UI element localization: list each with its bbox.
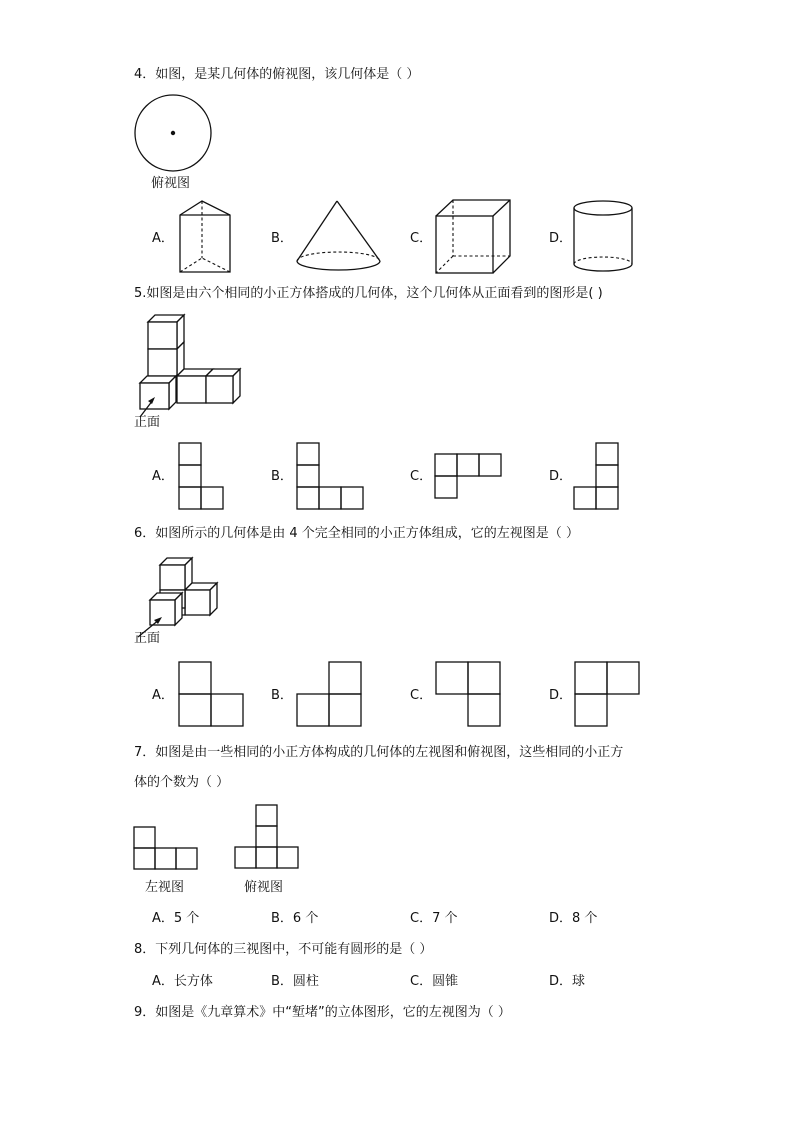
q5-option-d-figure[interactable]	[573, 442, 619, 510]
q8-stem: 8．下列几何体的三视图中，不可能有圆形的是（ ）	[134, 942, 433, 957]
q6-option-c-label[interactable]: C．	[410, 688, 433, 703]
q9-stem: 9．如图是《九章算术》中“堑堵”的立体图形，它的左视图为（ ）	[134, 1005, 511, 1020]
q7-stem-line1: 7．如图是由一些相同的小正方体构成的几何体的左视图和俯视图，这些相同的小正方	[134, 745, 624, 760]
q4-stem: 4．如图，是某几何体的俯视图，该几何体是（ ）	[134, 67, 420, 82]
q7-top-view	[234, 804, 300, 870]
q7-option-d[interactable]: D．8 个	[549, 911, 598, 926]
q6-stem: 6．如图所示的几何体是由 4 个完全相同的小正方体组成，它的左视图是（ ）	[134, 526, 579, 541]
q7-stem-line2: 体的个数为（ ）	[134, 775, 230, 790]
q6-option-b-label[interactable]: B．	[271, 688, 293, 703]
q5-option-b-label[interactable]: B．	[271, 469, 293, 484]
q6-option-c-figure[interactable]	[435, 661, 501, 727]
q6-option-a-label[interactable]: A．	[152, 688, 174, 703]
q4-option-a-label[interactable]: A．	[152, 231, 174, 246]
q7-option-c[interactable]: C．7 个	[410, 911, 458, 926]
q7-left-view	[133, 826, 199, 870]
q8-option-c[interactable]: C．圆锥	[410, 974, 459, 989]
q6-caption-front: 正面	[134, 631, 161, 646]
q5-stem: 5.如图是由六个相同的小正方体搭成的几何体，这个几何体从正面看到的图形是( )	[134, 286, 603, 301]
q7-option-a[interactable]: A．5 个	[152, 911, 200, 926]
q5-solid-six-cubes	[134, 310, 240, 410]
q6-option-a-figure[interactable]	[178, 661, 244, 727]
q8-option-b[interactable]: B．圆柱	[271, 974, 319, 989]
q4-option-c-label[interactable]: C．	[410, 231, 433, 246]
q7-caption-top-view: 俯视图	[244, 880, 284, 895]
q6-option-b-figure[interactable]	[296, 661, 362, 727]
q4-option-a-triangular-prism[interactable]	[178, 199, 233, 275]
q5-caption-front: 正面	[134, 415, 161, 430]
q4-option-b-cone[interactable]	[294, 198, 384, 276]
q4-caption: 俯视图	[151, 176, 191, 191]
q8-option-a[interactable]: A．长方体	[152, 974, 213, 989]
q5-option-c-figure[interactable]	[434, 453, 502, 499]
q4-option-b-label[interactable]: B．	[271, 231, 293, 246]
q8-option-d[interactable]: D．球	[549, 974, 586, 989]
q4-option-d-cylinder[interactable]	[572, 199, 636, 275]
q4-option-c-cube[interactable]	[433, 198, 513, 276]
q6-option-d-label[interactable]: D．	[549, 688, 573, 703]
q5-option-d-label[interactable]: D．	[549, 469, 573, 484]
q4-top-view-circle	[134, 94, 214, 174]
q6-solid-four-cubes	[134, 553, 224, 633]
q5-option-c-label[interactable]: C．	[410, 469, 433, 484]
q7-caption-left-view: 左视图	[145, 880, 185, 895]
q5-option-b-figure[interactable]	[296, 442, 364, 510]
q5-option-a-figure[interactable]	[178, 442, 224, 510]
q4-option-d-label[interactable]: D．	[549, 231, 573, 246]
q5-option-a-label[interactable]: A．	[152, 469, 174, 484]
q6-option-d-figure[interactable]	[574, 661, 640, 727]
q7-option-b[interactable]: B．6 个	[271, 911, 319, 926]
